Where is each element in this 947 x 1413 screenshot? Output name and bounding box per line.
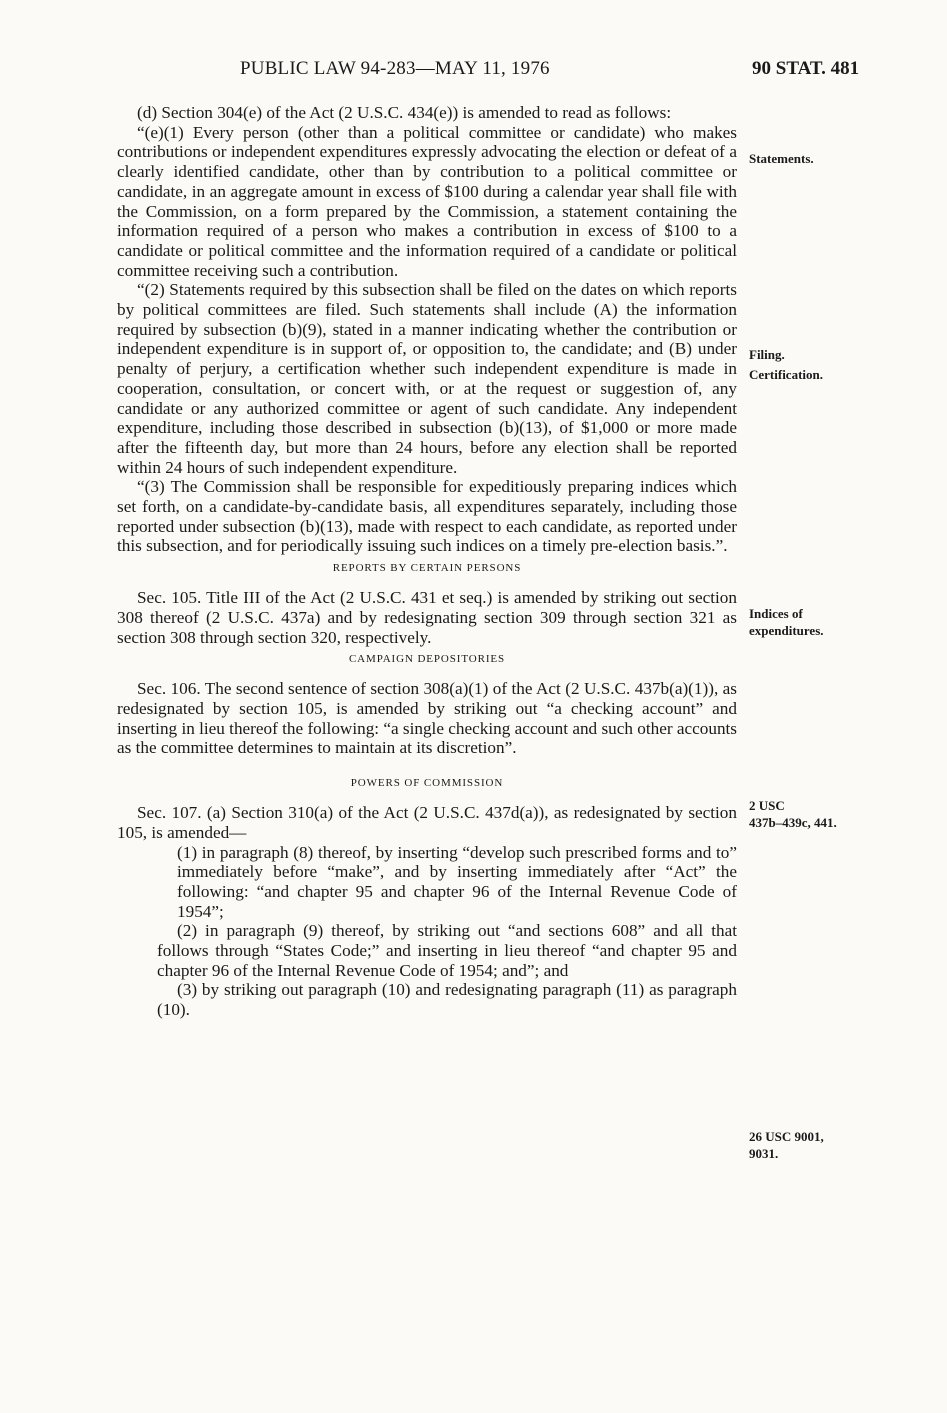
paragraph-e2: “(2) Statements required by this subsection shall be filed on the dates on which reports by political committees are filed. Such statements shall include (A) the information required by subsection (b)(9), stated in a manner indicating whether the contribution or independent expenditure is in support of, or opposition to, the candidate; and (B) under penalty of perjury, a certification whether such independent expenditure is made in cooperation, consultation, or concert with, or at the request or suggestion of, any candidate or any authorized committee or agent of such candidate. Any independent expenditure, including those described in subsection (b)(13), of $1,000 or more made after the fifteenth day, but more than 24 hours, before any election shall be reported within 24 hours of such independent expenditure.: [117, 280, 737, 477]
margin-note-usc-437: [749, 797, 837, 831]
stat-page-number: 90 STAT. 481: [752, 58, 860, 79]
margin-note-statements: Statements.: [749, 151, 814, 166]
section-106: Sec. 106. The second sentence of section 308(a)(1) of the Act (2 U.S.C. 437b(a)(1)), as redesignated by section 105, is amended by striking out “a checking account” and inserting in lieu thereof the following: “a single checking account and such other accounts as the committee determines to maintain at its discretion”.: [117, 679, 737, 758]
margin-note-indices-line-2: expenditures.: [749, 623, 824, 638]
section-heading-reports: REPORTS BY CERTAIN PERSONS: [332, 562, 522, 575]
margin-note-irc-line-2: 9031.: [749, 1146, 779, 1161]
margin-note-indices: [749, 605, 824, 639]
section-107-item-1: (1) in paragraph (8) thereof, by inserting “develop such prescribed forms and to” immediately before “make”, and by inserting immediately after “Act” the following: “and chapter 95 and chapter 96 of the Internal Revenue Code of 1954”;: [177, 842, 737, 921]
margin-note-usc-line-2: 437b–439c, 441.: [749, 815, 837, 830]
margin-note-indices-line-1: Indices of: [749, 606, 803, 621]
statute-text: [117, 103, 737, 1020]
section-105: Sec. 105. Title III of the Act (2 U.S.C. 431 et seq.) is amended by striking out section 308 thereof (2 U.S.C. 437a) and by redesignating section 309 through section 321 as section 308 through section 320, respectively.: [117, 588, 737, 647]
margin-note-irc-line-1: 26 USC 9001,: [749, 1129, 824, 1144]
section-107-item-3: (3) by striking out paragraph (10) and redesignating paragraph (11) as paragraph (10).: [157, 980, 737, 1020]
margin-note-usc-line-1: 2 USC: [749, 798, 785, 813]
margin-note-certification: Certification.: [749, 367, 824, 382]
page-header: [0, 58, 947, 84]
section-107-item-2: (2) in paragraph (9) thereof, by striking out “and sections 608” and all that follows through “States Code;” and inserting in lieu thereof “and chapter 95 and chapter 96 of the Internal Revenue Code of 1954; and”; and: [157, 921, 737, 980]
section-heading-powers: POWERS OF COMMISSION: [350, 777, 504, 790]
margin-note-filing: Filing.: [749, 347, 785, 362]
section-heading-depositories: CAMPAIGN DEPOSITORIES: [348, 653, 506, 666]
running-title: PUBLIC LAW 94-283—MAY 11, 1976: [240, 58, 550, 79]
paragraph-d: (d) Section 304(e) of the Act (2 U.S.C. 434(e)) is amended to read as follows:: [137, 103, 672, 122]
paragraph-e3: “(3) The Commission shall be responsible for expeditiously preparing indices which set forth, on a candidate-by-candidate basis, all expenditures separately, including those reported under subsection (b)(13), made with respect to each candidate, as reported under this subsection, and for periodically issuing such indices on a timely pre-election basis.”.: [117, 477, 737, 556]
margin-note-irc: [749, 1128, 824, 1162]
section-107: Sec. 107. (a) Section 310(a) of the Act (2 U.S.C. 437d(a)), as redesignated by section 105, is amended—: [117, 803, 737, 842]
paragraph-e1: “(e)(1) Every person (other than a political committee or candidate) who makes contributions or independent expenditures expressly advocating the election or defeat of a clearly identified candidate, other than by contribution to a political committee or candidate, in an aggregate amount in excess of $100 during a calendar year shall file with the Commission, on a form prepared by the Commission, a statement containing the information required of a person who makes a contribution in excess of $100 to a candidate or political committee and the information required of a candidate or political committee receiving such a contribution.: [117, 122, 737, 280]
